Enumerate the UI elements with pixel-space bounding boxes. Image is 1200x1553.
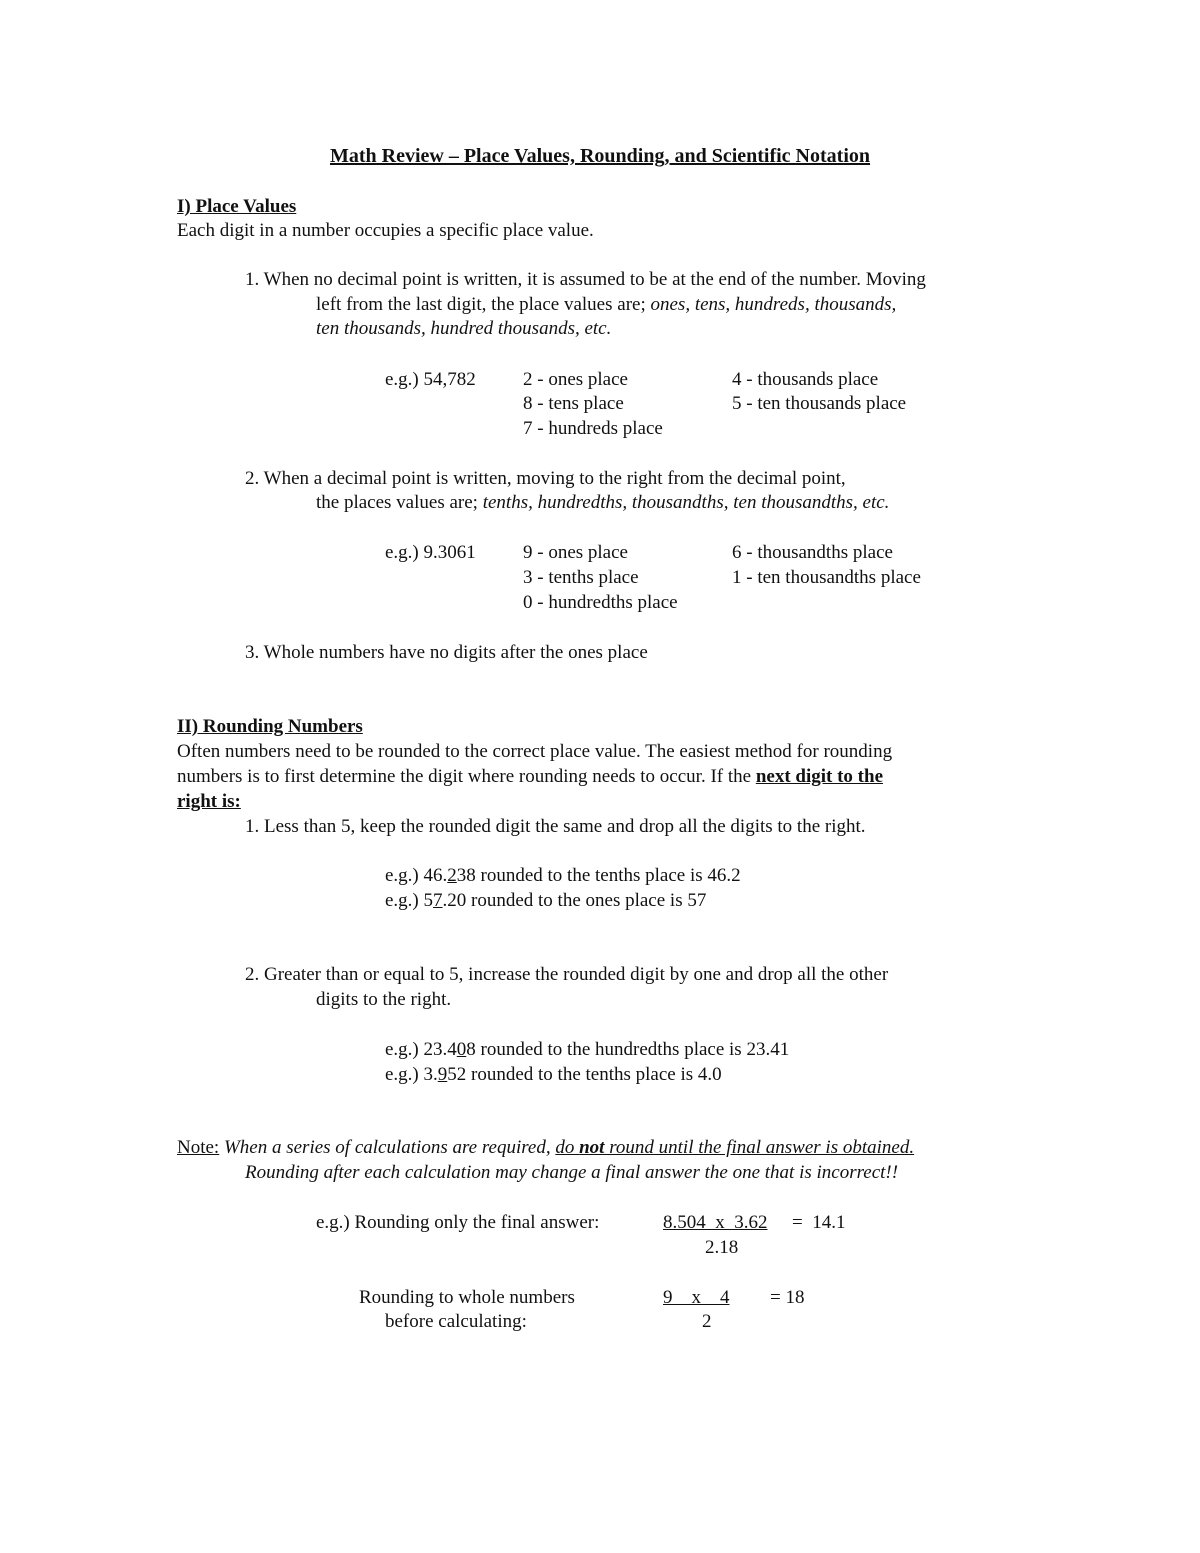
item-2-line-2-italic: tenths, hundredths, thousandths, ten thousandths, etc. [482,492,890,513]
rounding-rule-1: 1. Less than 5, keep the rounded digit the same and drop all the digits to the right. [245,816,866,837]
rounding-para-line-2 [177,765,883,789]
ex2b-pre: e.g.) 3. [385,1064,438,1085]
section-heading-place-values: I) Place Values [177,196,297,217]
calc-1-result: = 14.1 [792,1212,846,1233]
note-text-u1: do [555,1137,580,1158]
note-line-1 [177,1136,914,1160]
item-1-line-2 [316,293,896,317]
section-intro: Each digit in a number occupies a specific place value. [177,220,594,241]
example-1-col1-row1: 2 - ones place [523,369,628,390]
rounding-rule-2-line-1: 2. Greater than or equal to 5, increase the rounded digit by one and drop all the other [245,964,889,985]
ex1b-post: .20 rounded to the ones place is 57 [442,890,707,911]
item-1-line-2-text: left from the last digit, the place values are; [316,294,651,315]
rounding-para-line-3: right is: [177,791,241,812]
ex1a-post: 38 rounded to the tenths place is 46.2 [456,865,741,886]
calc-1-label: e.g.) Rounding only the final answer: [316,1212,600,1233]
item-1-line-1: 1. When no decimal point is written, it is assumed to be at the end of the number. Moving [245,269,926,290]
example-2-col1-row1: 9 - ones place [523,542,628,563]
example-2-label: e.g.) 9.3061 [385,542,476,563]
example-1-label: e.g.) 54,782 [385,369,476,390]
item-2-line-2 [316,491,889,515]
calc-2-result: = 18 [770,1287,805,1308]
note-text-not: not [579,1137,605,1158]
rounding-example-1a [385,864,741,888]
section-heading-rounding: II) Rounding Numbers [177,716,363,737]
example-2-col2-row2: 1 - ten thousandths place [732,567,921,588]
ex1a-digit: 2 [447,865,457,886]
ex1a-pre: e.g.) 46. [385,865,448,886]
note-line-2: Rounding after each calculation may change a final answer the one that is incorrect!! [245,1162,899,1183]
ex2b-post: 52 rounded to the tenths place is 4.0 [447,1064,722,1085]
ex2a-pre: e.g.) 23.4 [385,1039,457,1060]
note-text-u2: round until the final answer is obtained. [604,1137,915,1158]
item-3: 3. Whole numbers have no digits after the ones place [245,642,648,663]
rounding-example-1b [385,889,706,913]
rounding-example-2a [385,1038,789,1062]
calc-1-denominator: 2.18 [705,1237,739,1258]
note-text-a: When a series of calculations are required, [219,1137,556,1158]
calc-2-label-line-1: Rounding to whole numbers [359,1287,575,1308]
item-2-line-2-text: the places values are; [316,492,483,513]
rounding-rule-2-line-2: digits to the right. [316,989,452,1010]
example-1-col2-row1: 4 - thousands place [732,369,879,390]
note-label: Note: [177,1137,220,1158]
calc-1-numerator: 8.504 x 3.62 [663,1212,768,1233]
ex2a-post: 8 rounded to the hundredths place is 23.41 [466,1039,790,1060]
calc-2-label-line-2: before calculating: [385,1311,527,1332]
ex2a-digit: 0 [456,1039,467,1060]
rounding-para-line-1: Often numbers need to be rounded to the correct place value. The easiest method for rounding [177,741,893,762]
item-2-line-1: 2. When a decimal point is written, moving to the right from the decimal point, [245,468,846,489]
example-2-col1-row3: 0 - hundredths place [523,592,678,613]
rounding-para-line-2-bold: next digit to the [755,766,884,787]
ex1b-digit: 7 [433,890,443,911]
page-title: Math Review – Place Values, Rounding, and Scientific Notation [329,145,871,167]
calc-2-denominator: 2 [702,1311,712,1332]
ex1b-pre: e.g.) 5 [385,890,434,911]
example-1-col1-row2: 8 - tens place [523,393,624,414]
ex2b-digit: 9 [437,1064,448,1085]
rounding-example-2b [385,1063,722,1087]
item-1-line-3: ten thousands, hundred thousands, etc. [316,318,612,339]
example-2-col1-row2: 3 - tenths place [523,567,639,588]
calc-2-numerator: 9 x 4 [663,1287,730,1308]
item-1-line-2-italic: ones, tens, hundreds, thousands, [650,294,897,315]
example-1-col1-row3: 7 - hundreds place [523,418,663,439]
example-1-col2-row2: 5 - ten thousands place [732,393,907,414]
rounding-para-line-2-text: numbers is to first determine the digit where rounding needs to occur. If the [177,766,756,787]
example-2-col2-row1: 6 - thousandths place [732,542,893,563]
